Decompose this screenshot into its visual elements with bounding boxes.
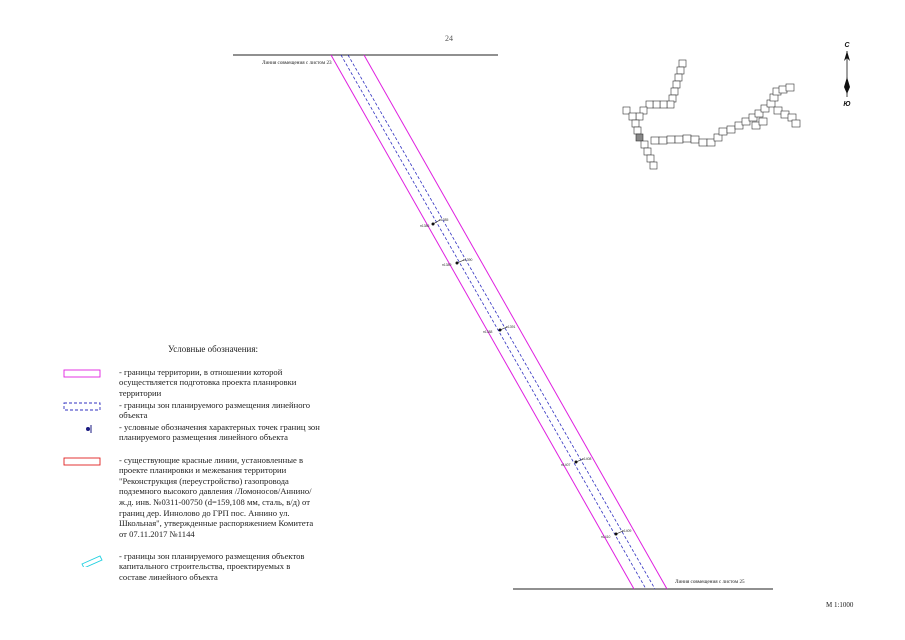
legend-item xyxy=(60,367,320,400)
point-label-left: н1389 xyxy=(442,263,452,267)
point-label-right: н1390 xyxy=(463,258,473,262)
point-label-left: н1410 xyxy=(601,535,611,539)
point-group-3 xyxy=(483,325,516,334)
point-label-right: н1409 xyxy=(622,529,632,533)
red-rectangle-icon xyxy=(60,454,104,470)
territory-boundary-right xyxy=(364,55,667,589)
point-label-left: н1388 xyxy=(483,330,493,334)
legend xyxy=(60,344,320,585)
legend-item xyxy=(60,551,320,585)
point-label-left: н1386 xyxy=(420,224,430,228)
match-line-bottom-label: Линия совмещения с листом 25 xyxy=(675,579,745,585)
point-label-right: н1385 xyxy=(439,218,449,222)
placement-zone-right xyxy=(348,55,655,589)
point-label-right: н1391 xyxy=(506,325,516,329)
cyan-slanted-rectangle-icon xyxy=(60,551,104,567)
legend-title: Условные обозначения: xyxy=(167,344,258,354)
legend-item-text: - существующие красные линии, установленные в проекте планировки и межевания территории "Реконструкция (переустройство) газопровода подземного высокого давления /Ломоносов/Аннино/ ж.д. инв. №0311-00750 (d=159,108 мм, сталь, в/д) от границ дер. Иннолово до ГРП пос. Аннино ул. Школьная", утвержденные распоряжением Комитета от 07.11.2017 №1144 xyxy=(119,454,314,539)
point-label-right: н1408 xyxy=(582,457,592,461)
point-marker-icon xyxy=(60,420,104,436)
legend-item xyxy=(60,422,320,455)
point-group-4 xyxy=(561,457,592,467)
sheet-index-map xyxy=(623,60,800,169)
scale-label: М 1:1000 xyxy=(826,601,854,609)
south-label: Ю xyxy=(843,101,851,108)
north-arrow-icon xyxy=(843,42,850,108)
north-label: С xyxy=(844,42,850,49)
legend-item-text: - границы зон планируемого размещения объектов капитального строительства, проектируемых в составе линейного объекта xyxy=(119,550,305,582)
blue-dashed-rectangle-icon xyxy=(60,399,104,415)
territory-boundary-left xyxy=(331,55,634,589)
match-line-top-label: Линия совмещения с листом 23 xyxy=(262,60,332,66)
legend-item xyxy=(60,455,320,551)
page-number: 24 xyxy=(445,34,453,43)
placement-zone-left xyxy=(341,55,646,589)
legend-item-text: - условные обозначения характерных точек границ зон планируемого размещения линейного объекта xyxy=(119,421,320,443)
legend-item xyxy=(60,400,320,422)
magenta-rectangle-icon xyxy=(60,366,104,382)
legend-item-text: - границы территории, в отношении которой осуществляется подготовка проекта планировки территории xyxy=(119,366,297,398)
legend-item-text: - границы зон планируемого размещения линейного объекта xyxy=(119,399,311,421)
point-label-left: н1407 xyxy=(561,463,571,467)
